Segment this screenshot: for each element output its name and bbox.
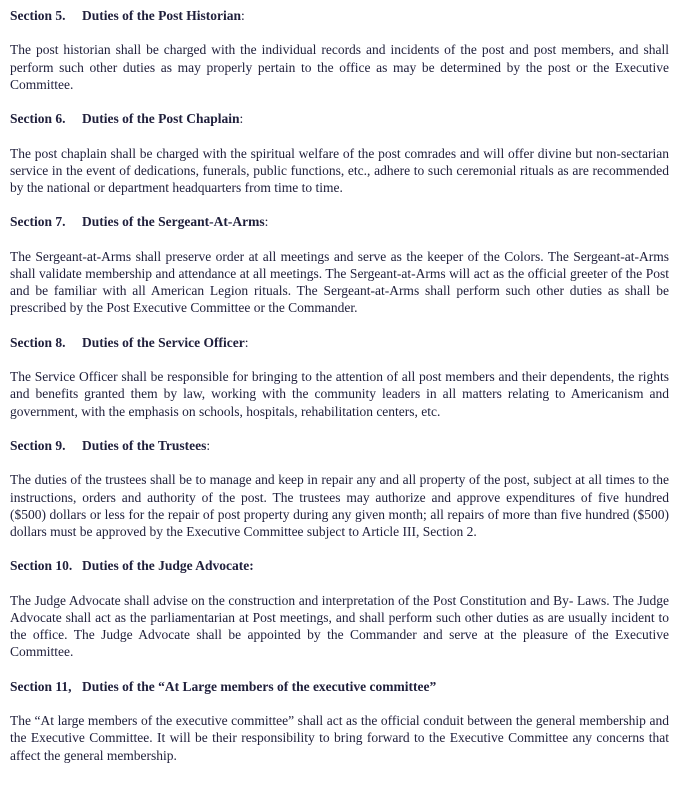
- section-title-colon: :: [241, 8, 245, 23]
- section-title: [82, 678, 669, 695]
- section-heading: [10, 110, 669, 127]
- section-title: [82, 110, 669, 127]
- section-title-text: Duties of the Sergeant-At-Arms: [82, 214, 265, 230]
- section-title-text: Duties of the Post Chaplain: [82, 111, 240, 127]
- section-number: Section 5.: [10, 8, 66, 23]
- section-title: [82, 437, 669, 454]
- section-title-text: Duties of the “At Large members of the executive committee”: [82, 678, 437, 694]
- section-number: Section 10.: [10, 558, 73, 574]
- section-paragraph: The Sergeant-at-Arms shall preserve order at all meetings and serve as the keeper of the Colors. The Sergeant-at-Arms shall validate membership and attendance at all meetings. The Sergeant-at-Arms will act as the official greeter of the Post and be familiar with all American Legion rituals. The Sergeant-at-Arms shall perform such other duties as shall be prescribed by the Post Executive Committee or the Commander.: [10, 248, 669, 316]
- section-title-text: Duties of the Service Officer: [82, 334, 245, 350]
- section-paragraph: The Judge Advocate shall advise on the construction and interpretation of the Post Constitution and By- Laws. The Judge Advocate shall act as the parliamentarian at Post meetings, and shall perform such other duties as are usually incident to the office. The Judge Advocate shall be appointed by the Commander and serve at the pleasure of the Executive Committee.: [10, 592, 669, 660]
- section-title-colon: :: [244, 334, 249, 350]
- section-heading: [10, 678, 669, 695]
- section-heading: [10, 557, 669, 574]
- section-title-text: Duties of the Post Historian: [82, 8, 241, 23]
- section-paragraph: The Service Officer shall be responsible for bringing to the attention of all post members and their dependents, the rights and benefits granted them by law, working with the community leaders in all matters relating to Americanism and government, with the emphasis on schools, hospitals, rehabilitation centers, etc.: [10, 369, 669, 419]
- section-number: Section 8.: [10, 334, 66, 350]
- section-paragraph: The post chaplain shall be charged with the spiritual welfare of the post comrades and will offer divine but non-sectarian service in the event of dedications, funerals, public functions, etc., adhere to such ceremonial rituals as are recommended by the national or department headquarters from time to time.: [10, 145, 669, 195]
- section-paragraph: The post historian shall be charged with the individual records and incidents of the post and post members, and shall perform such other duties as may properly pertain to the office as may be determined by the post or the Executive Committee.: [10, 42, 669, 92]
- section-heading: [10, 7, 669, 24]
- section-number: Section 9.: [10, 437, 66, 453]
- section-heading: [10, 213, 669, 230]
- section-title-colon: :: [239, 111, 244, 127]
- section-heading: [10, 437, 669, 454]
- section-title: [82, 213, 669, 230]
- section-number: Section 7.: [10, 214, 66, 230]
- section-number: Section 11,: [10, 678, 72, 694]
- section-number: Section 6.: [10, 111, 66, 127]
- section-paragraph: The “At large members of the executive committee” shall act as the official conduit between the general membership and the Executive Committee. It will be their responsibility to bring forward to the Executive Committee any concerns that affect the general membership.: [10, 713, 669, 763]
- section-title-colon: :: [206, 437, 211, 453]
- section-title: [82, 557, 669, 574]
- section-paragraph: The duties of the trustees shall be to manage and keep in repair any and all property of the post, subject at all times to the instructions, orders and authority of the post. The trustees may authorize and approve expenditures of five hundred ($500) dollars or less for the repair of post property during any given month; all repairs of more than five hundred ($500) dollars must be approved by the Executive Committee subject to Article III, Section 2.: [10, 472, 669, 539]
- section-title-text: Duties of the Trustees: [82, 437, 207, 453]
- section-title: [82, 334, 669, 351]
- section-title-colon: :: [264, 214, 269, 230]
- section-heading: [10, 334, 669, 351]
- section-title-text: Duties of the Judge Advocate:: [82, 558, 254, 574]
- section-title: [82, 7, 669, 24]
